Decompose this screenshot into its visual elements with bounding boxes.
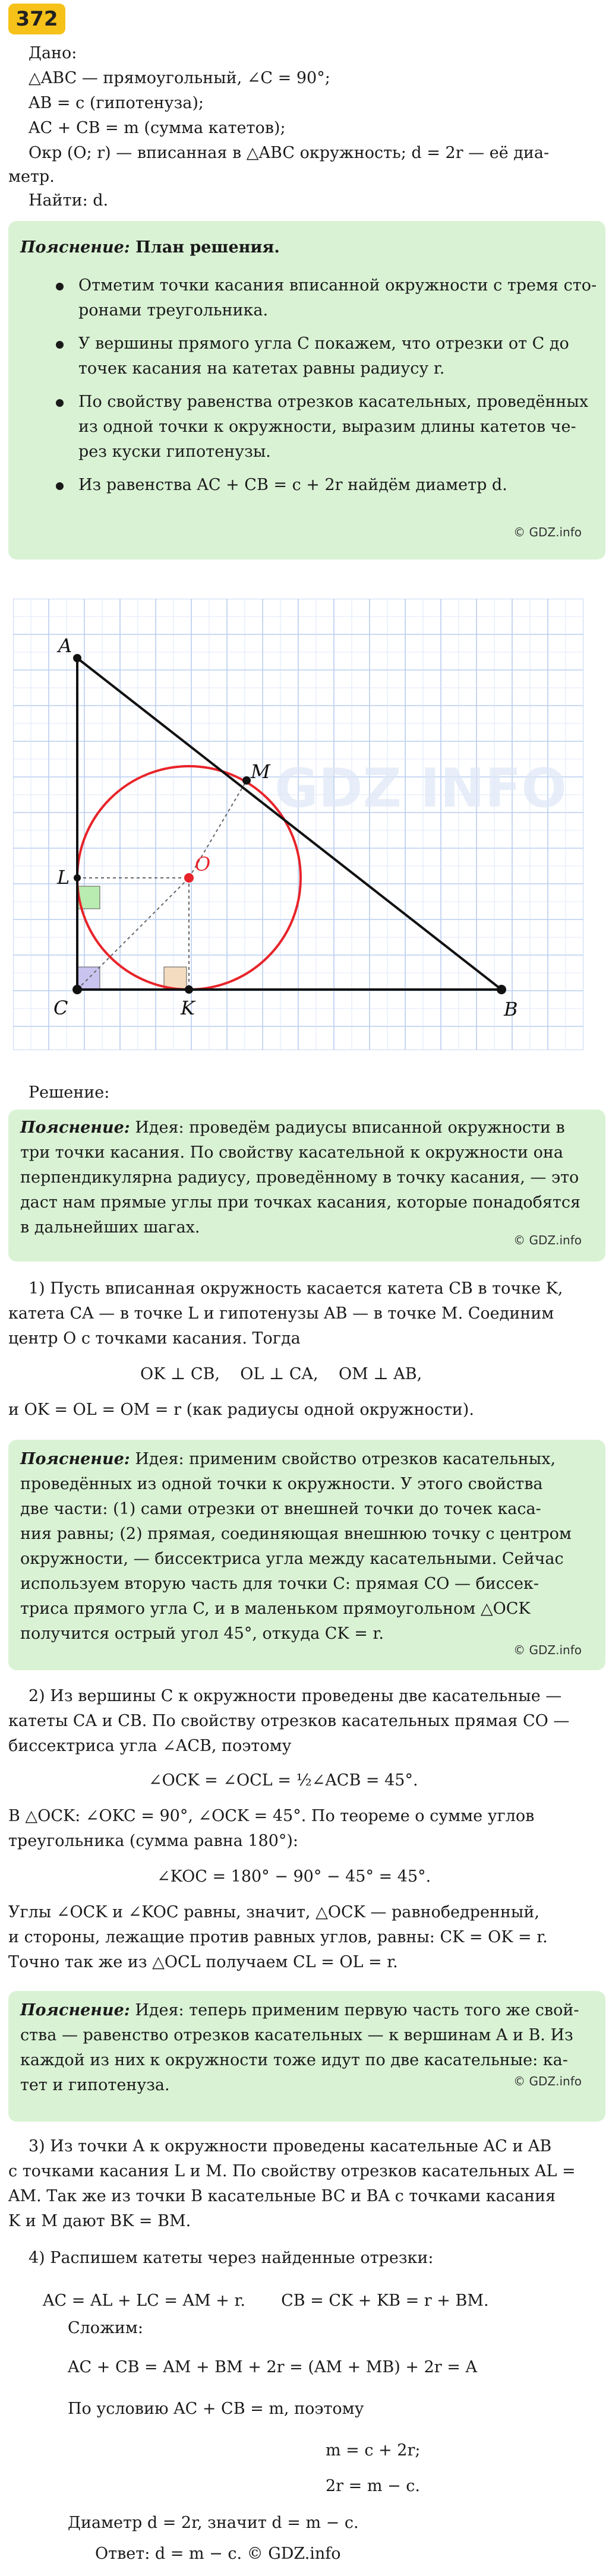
plan-bullet-1-line-2: ронами треугольника. <box>78 301 269 320</box>
plan-bullet-3-line-2: из одной точки к окружности, выразим длины катетов че- <box>78 418 576 436</box>
note-1-line-5: в дальнейших шагах. <box>20 1218 200 1237</box>
bullet-1 <box>56 283 64 290</box>
point-K <box>185 985 193 994</box>
plan-bullet-2-line-1: У вершины прямого угла C покажем, что отрезки от C до <box>78 334 569 353</box>
answer-line: Ответ: d = m − c. © GDZ.info <box>95 2545 341 2563</box>
note-2-box <box>8 1440 605 1670</box>
step-4-sum-label: Сложим: <box>68 2319 143 2337</box>
note-2-line-8: получится острый угол 45°, откуда CK = r. <box>20 1624 384 1643</box>
note-2-line-5: окружности, — биссектриса угла между касательными. Сейчас <box>20 1550 564 1568</box>
plan-heading: Пояснение: План решения. <box>20 238 280 257</box>
plan-bullet-3-line-3: рез куски гипотенузы. <box>78 442 271 461</box>
bullet-4 <box>56 482 64 490</box>
step-1-line-1: 1) Пусть вписанная окружность касается катета CB в точке K, <box>29 1279 563 1298</box>
step-1-line-2: катета CA — в точке L и гипотенузы AB — в точке M. Соединим <box>8 1304 554 1323</box>
label-C: C <box>53 997 68 1019</box>
plan-bullet-3-line-1: По свойству равенства отрезков касательных, проведённых <box>78 393 589 411</box>
step-4-formula-4: 2r = m − c. <box>326 2477 420 2495</box>
step-2-formula-2: ∠KOC = 180° − 90° − 45° = 45°. <box>157 1867 431 1886</box>
note-3-line-1: Пояснение: Идея: теперь применим первую часть того же свой- <box>20 2001 579 2019</box>
geometry-figure <box>13 599 583 1050</box>
label-B: B <box>504 998 518 1020</box>
step-3-line-3: AM. Так же из точки B касательные BC и BA с точками касания <box>8 2187 556 2205</box>
note-2-copyright: © GDZ.info <box>513 1643 582 1657</box>
step-2-formula-1: ∠OCK = ∠OCL = ½∠ACB = 45°. <box>149 1771 418 1790</box>
note-1-line-2: три точки касания. По свойству касательной к окружности она <box>20 1143 563 1162</box>
given-line-4: Окр (O; r) — вписанная в △ABC окружность; d = 2r — её диа- <box>29 144 550 162</box>
note-1-box <box>8 1110 605 1262</box>
label-K: K <box>181 997 195 1019</box>
point-O <box>184 873 194 883</box>
plan-bullet-2-line-2: точек касания на катетах равны радиусу r. <box>78 359 445 378</box>
step-3-line-2: с точками касания L и M. По свойству отрезков касательных AL = <box>8 2162 576 2180</box>
note-3-copyright: © GDZ.info <box>513 2074 582 2088</box>
point-C <box>72 985 82 994</box>
note-3-box <box>8 1991 605 2122</box>
step-2-line-2: катеты CA и CB. По свойству отрезков касательных прямая CO — <box>8 1712 570 1730</box>
step-4-formula-1: AC = AL + LC = AM + r. CB = CK + KB = r + BM. <box>43 2291 489 2310</box>
label-A: A <box>58 634 72 657</box>
bullet-3 <box>56 399 64 407</box>
step-3-line-1: 3) Из точки A к окружности проведены касательные AC и AB <box>29 2137 552 2155</box>
note-1-line-4: даст нам прямые углы при точках касания, которые понадобятся <box>20 1193 580 1212</box>
note-2-line-1: Пояснение: Идея: применим свойство отрезков касательных, <box>20 1450 556 1468</box>
step-4-formula-3: m = c + 2r; <box>326 2441 421 2460</box>
given-title: Дано: <box>29 44 77 62</box>
step-1-after: и OK = OL = OM = r (как радиусы одной окружности). <box>8 1401 474 1419</box>
note-1-copyright: © GDZ.info <box>513 1233 582 1247</box>
point-A <box>73 654 81 662</box>
given-line-2: AB = c (гипотенуза); <box>29 94 204 112</box>
solution-label: Решение: <box>29 1083 110 1102</box>
point-L <box>74 874 81 881</box>
point-B <box>497 985 506 994</box>
step-2-mid-line-1: В △OCK: ∠OKC = 90°, ∠OCK = 45°. По теореме о сумме углов <box>8 1807 535 1825</box>
given-line-5: метр. <box>8 167 55 186</box>
point-M <box>242 776 251 785</box>
plan-bullet-1-line-1: Отметим точки касания вписанной окружности с тремя сто- <box>78 276 597 295</box>
problem-number-badge: 372 <box>8 4 65 34</box>
label-L: L <box>57 866 70 889</box>
step-4-formula-2: AC + CB = AM + BM + 2r = (AM + MB) + 2r = A <box>68 2358 477 2376</box>
plan-copyright: © GDZ.info <box>513 525 582 539</box>
right-angle-K <box>164 967 187 990</box>
step-2-end-line-2: и стороны, лежащие против равных углов, равны: CK = OK = r. <box>8 1928 548 1946</box>
given-line-1: △ABC — прямоугольный, ∠C = 90°; <box>29 69 330 87</box>
note-2-line-3: две части: (1) сами отрезки от внешней точки до точек каса- <box>20 1500 541 1518</box>
note-2-line-7: триса прямого угла C, и в маленьком прямоугольном △OCK <box>20 1600 531 1618</box>
step-2-end-line-3: Точно так же из △OCL получаем CL = OL = r. <box>8 1953 398 1971</box>
find-line: Найти: d. <box>29 191 109 210</box>
right-angle-C <box>77 967 100 990</box>
step-4-condition: По условию AC + CB = m, поэтому <box>68 2400 364 2418</box>
note-3-line-4: тет и гипотенуза. <box>20 2076 170 2094</box>
step-4-intro: 4) Распишем катеты через найденные отрезки: <box>29 2249 434 2267</box>
step-1-line-3: центр O с точками касания. Тогда <box>8 1329 301 1348</box>
note-2-line-2: проведённых из одной точки к окружности. У этого свойства <box>20 1475 543 1493</box>
given-line-3: AC + CB = m (сумма катетов); <box>29 119 286 137</box>
note-3-line-2: ства — равенство отрезков касательных — к вершинам A и B. Из <box>20 2026 573 2044</box>
note-3-line-3: каждой из них к окружности тоже идут по две касательные: ка- <box>20 2051 568 2069</box>
bullet-2 <box>56 341 64 349</box>
step-2-mid-line-2: треугольника (сумма равна 180°): <box>8 1832 299 1850</box>
plan-box <box>8 221 605 560</box>
step-1-formula: OK ⊥ CB, OL ⊥ CA, OM ⊥ AB, <box>140 1365 422 1383</box>
plan-bullet-4-line-1: Из равенства AC + CB = c + 2r найдём диаметр d. <box>78 476 507 494</box>
step-2-end-line-1: Углы ∠OCK и ∠KOC равны, значит, △OCK — равнобедренный, <box>8 1903 539 1921</box>
note-1-line-3: перпендикулярна радиусу, проведённому в точку касания, — это <box>20 1168 579 1187</box>
note-1-line-1: Пояснение: Идея: проведём радиусы вписанной окружности в <box>20 1118 565 1137</box>
note-2-line-6: используем вторую часть для точки C: прямая CO — биссек- <box>20 1575 539 1593</box>
label-O: O <box>195 853 211 875</box>
note-2-line-4: ния равны; (2) прямая, соединяющая внешнюю точку с центром <box>20 1525 572 1543</box>
label-M: M <box>251 760 270 783</box>
step-2-line-3: биссектриса угла ∠ACB, поэтому <box>8 1737 292 1755</box>
step-4-diameter: Диаметр d = 2r, значит d = m − c. <box>68 2514 359 2532</box>
triangle-ABC <box>77 658 501 990</box>
watermark: GDZ INFO <box>274 757 567 820</box>
step-3-line-4: K и M дают BK = BM. <box>8 2212 191 2230</box>
step-2-line-1: 2) Из вершины C к окружности проведены две касательные — <box>29 1687 562 1705</box>
